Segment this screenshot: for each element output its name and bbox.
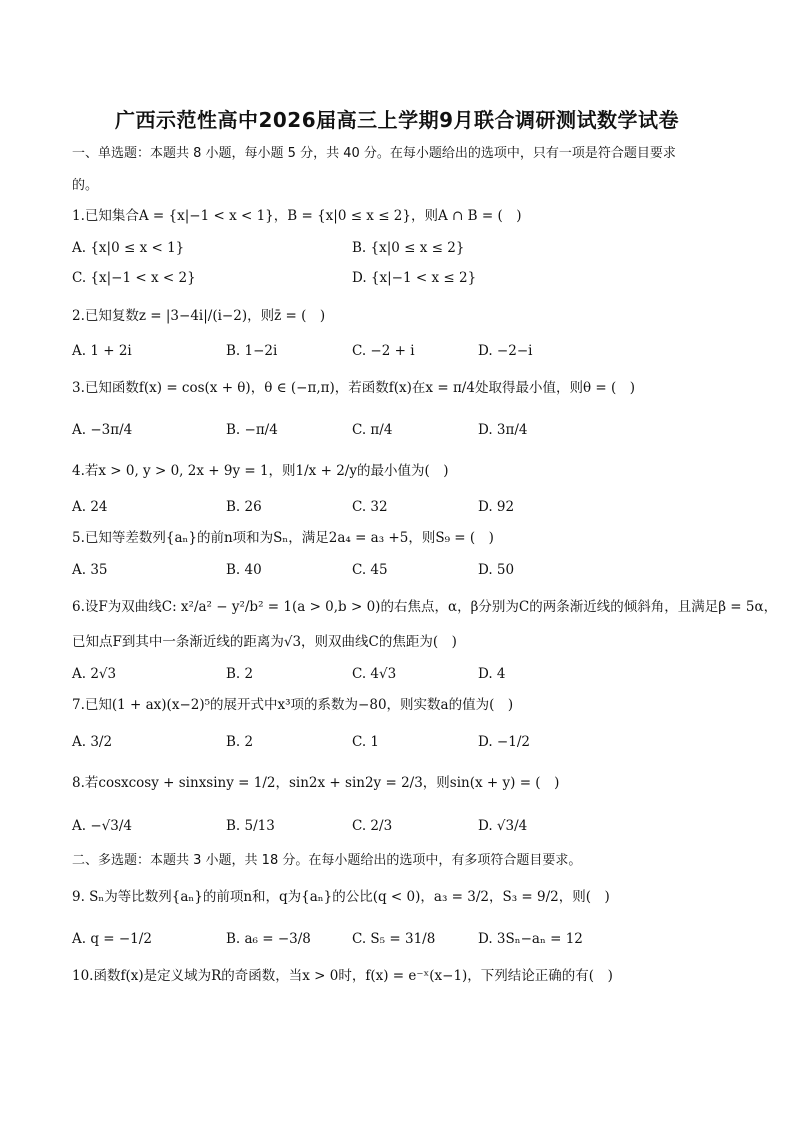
q2-option-d: D. −2−i bbox=[478, 343, 533, 359]
q1-option-c: C. {x|−1 < x < 2} bbox=[72, 270, 196, 286]
q2-option-b: B. 1−2i bbox=[226, 343, 278, 359]
q7-option-d: D. −1/2 bbox=[478, 734, 530, 750]
q9-option-b: B. a₆ = −3/8 bbox=[226, 931, 311, 947]
q7-option-c: C. 1 bbox=[352, 734, 380, 750]
q6-stem-line1: 6.设F为双曲线C: x²/a² − y²/b² = 1(a > 0,b > 0)的右焦点，α，β分别为C的两条渐近线的倾斜角，且满足β = 5α， bbox=[72, 599, 778, 615]
section1-instruction-line2: 的。 bbox=[72, 178, 99, 193]
q4-option-c: C. 32 bbox=[352, 499, 388, 515]
q9-option-d: D. 3Sₙ−aₙ = 12 bbox=[478, 931, 583, 947]
q2-option-c: C. −2 + i bbox=[352, 343, 415, 359]
q6-option-c: C. 4√3 bbox=[352, 666, 397, 682]
q3-option-d: D. 3π/4 bbox=[478, 422, 528, 438]
q2-option-a: A. 1 + 2i bbox=[72, 343, 132, 359]
q8-stem: 8.若cosxcosy + sinxsiny = 1/2，sin2x + sin2y = 2/3，则sin(x + y) = ( ) bbox=[72, 775, 560, 791]
q1-stem: 1.已知集合A = {x|−1 < x < 1}，B = {x|0 ≤ x ≤ 2}，则A ∩ B = ( ) bbox=[72, 208, 522, 224]
page-title: 广西示范性高中2026届高三上学期9月联合调研测试数学试卷 bbox=[114, 108, 680, 132]
q4-stem: 4.若x > 0, y > 0, 2x + 9y = 1，则1/x + 2/y的最小值为( ) bbox=[72, 463, 449, 479]
section1-instruction-line1: 一、单选题：本题共 8 小题，每小题 5 分，共 40 分。在每小题给出的选项中，只有一项是符合题目要求 bbox=[72, 146, 676, 161]
q6-option-b: B. 2 bbox=[226, 666, 254, 682]
q2-stem: 2.已知复数z = |3−4i|/(i−2)，则z̄ = ( ) bbox=[72, 308, 326, 324]
q5-stem: 5.已知等差数列{aₙ}的前n项和为Sₙ，满足2a₄ = a₃ +5，则S₉ = ( ) bbox=[72, 530, 494, 546]
q4-option-a: A. 24 bbox=[72, 499, 108, 515]
q8-option-a: A. −√3/4 bbox=[72, 818, 132, 834]
q7-option-a: A. 3/2 bbox=[72, 734, 113, 750]
q6-stem-line2: 已知点F到其中一条渐近线的距离为√3，则双曲线C的焦距为( ) bbox=[72, 634, 457, 650]
q3-stem: 3.已知函数f(x) = cos(x + θ)，θ ∈ (−π,π)，若函数f(x)在x = π/4处取得最小值，则θ = ( ) bbox=[72, 380, 636, 396]
q1-option-a: A. {x|0 ≤ x < 1} bbox=[72, 240, 185, 256]
q5-option-c: C. 45 bbox=[352, 562, 388, 578]
q9-option-c: C. S₅ = 31/8 bbox=[352, 931, 436, 947]
q8-option-d: D. √3/4 bbox=[478, 818, 528, 834]
q7-option-b: B. 2 bbox=[226, 734, 254, 750]
q6-option-d: D. 4 bbox=[478, 666, 506, 682]
q4-option-b: B. 26 bbox=[226, 499, 262, 515]
q8-option-b: B. 5/13 bbox=[226, 818, 275, 834]
q9-stem: 9. Sₙ为等比数列{aₙ}的前项n和，q为{aₙ}的公比(q < 0)，a₃ = 3/2，S₃ = 9/2，则( ) bbox=[72, 889, 610, 905]
q1-option-b: B. {x|0 ≤ x ≤ 2} bbox=[352, 240, 465, 256]
q8-option-c: C. 2/3 bbox=[352, 818, 393, 834]
q3-option-a: A. −3π/4 bbox=[72, 422, 133, 438]
q10-stem: 10.函数f(x)是定义域为R的奇函数，当x > 0时，f(x) = e⁻ˣ(x−1)，下列结论正确的有( ) bbox=[72, 968, 613, 984]
q5-option-a: A. 35 bbox=[72, 562, 108, 578]
q3-option-b: B. −π/4 bbox=[226, 422, 278, 438]
section2-instruction: 二、多选题：本题共 3 小题，共 18 分。在每小题给出的选项中，有多项符合题目要求。 bbox=[72, 853, 582, 868]
q4-option-d: D. 92 bbox=[478, 499, 515, 515]
q5-option-d: D. 50 bbox=[478, 562, 515, 578]
q3-option-c: C. π/4 bbox=[352, 422, 393, 438]
q5-option-b: B. 40 bbox=[226, 562, 262, 578]
q9-option-a: A. q = −1/2 bbox=[72, 931, 152, 947]
q7-stem: 7.已知(1 + ax)(x−2)⁵的展开式中x³项的系数为−80，则实数a的值为( ) bbox=[72, 697, 514, 713]
q6-option-a: A. 2√3 bbox=[72, 666, 117, 682]
q1-option-d: D. {x|−1 < x ≤ 2} bbox=[352, 270, 477, 286]
